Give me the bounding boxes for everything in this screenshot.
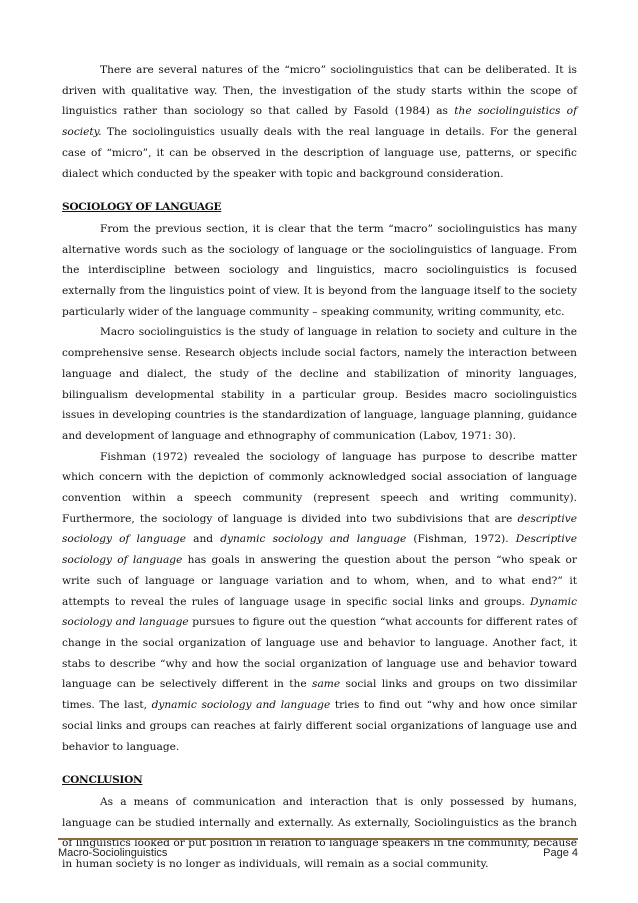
text-run: (Fishman, 1972). xyxy=(406,533,516,546)
text-run: pursues to figure out the question “what accounts for different rates of change in the social organization of language use and behavior to language. Another fact, it stabs to describe “why and how the social organization of language use and behavior toward language can be selectively different in the xyxy=(62,616,578,691)
italic-text: same xyxy=(312,678,341,691)
italic-text: the sociolinguistics of society. xyxy=(62,105,577,139)
footer-title: Macro-Sociolinguistics xyxy=(58,847,168,859)
italic-text: dynamic sociology and language xyxy=(220,533,407,546)
text-run: Fishman (1972) revealed the sociology of language has purpose to describe matter which concern with the depiction of commonly acknowledged social association of language convention within a speech community (represent speech and writing community). Furthermore, the sociology of language is divided into two subdivisions that are xyxy=(62,450,577,525)
paragraph-fishman xyxy=(62,447,577,758)
page-footer xyxy=(58,838,578,859)
heading-sociology-of-language: SOCIOLOGY OF LANGUAGE xyxy=(62,201,222,214)
paragraph-macro-definition xyxy=(62,322,577,446)
paragraph-micro-natures xyxy=(62,60,577,184)
text-run: tries to find out “why and how once similar social links and groups can reaches at fairly different social organizations of language use and behavior to language. xyxy=(62,699,578,753)
text-run: As a means of communication and interaction that is only possessed by humans, language can be studied internally and externally. As externally, Sociolinguistics as the branch of linguistics looked or put position in relation to language speakers in the community, because in human society is no longer as individuals, will remain as a social community. xyxy=(62,795,577,871)
document-body xyxy=(62,60,577,875)
italic-text: descriptive sociology of language xyxy=(62,512,577,546)
paragraph-sociology-intro xyxy=(62,219,577,323)
heading-conclusion: CONCLUSION xyxy=(62,774,143,787)
text-run: From the previous section, it is clear that the term “macro” sociolinguistics has many alternative words such as the sociology of language or the sociolinguistics of language. From the interdiscipline between sociology and linguistics, macro sociolinguistics is focused externally from the linguistics point of view. It is beyond from the language itself to the society particularly wider of the language community – speaking community, writing community, etc. xyxy=(62,222,577,318)
text-run: social links and groups on two dissimilar times. The last, xyxy=(62,678,577,712)
text-run: The sociolinguistics usually deals with the real language in details. For the general case of “micro”, it can be observed in the description of language use, patterns, or specific dialect which conducted by the speaker with topic and background consideration. xyxy=(62,126,577,180)
text-run: has goals in answering the question about the person “who speak or write such of language or language variation and to whom, when, and to what end?” it attempts to reveal the rules of language usage in specific social links and groups. xyxy=(62,554,577,608)
italic-text: Dynamic sociology and language xyxy=(62,595,577,629)
italic-text: Descriptive sociology of language xyxy=(62,533,578,567)
text-run: Macro sociolinguistics is the study of language in relation to society and culture in the comprehensive sense. Research objects include social factors, namely the interaction between language and dialect, the study of the decline and stabilization of minority languages, bilingualism developmental stability in a particular group. Besides macro sociolinguistics issues in developing countries is the standardization of language, language planning, guidance and development of language and ethnography of communication (Labov, 1971: 30). xyxy=(62,326,577,442)
italic-text: dynamic sociology and language xyxy=(151,699,331,712)
paragraph-conclusion xyxy=(62,792,577,875)
text-run: and xyxy=(186,533,221,546)
footer-page-number: Page 4 xyxy=(543,847,578,859)
text-run: There are several natures of the “micro” sociolinguistics that can be deliberated. It is driven with qualitative way. Then, the investigation of the study starts within the scope of linguistics rather than sociology so that called by Fasold (1984) as xyxy=(62,64,577,118)
